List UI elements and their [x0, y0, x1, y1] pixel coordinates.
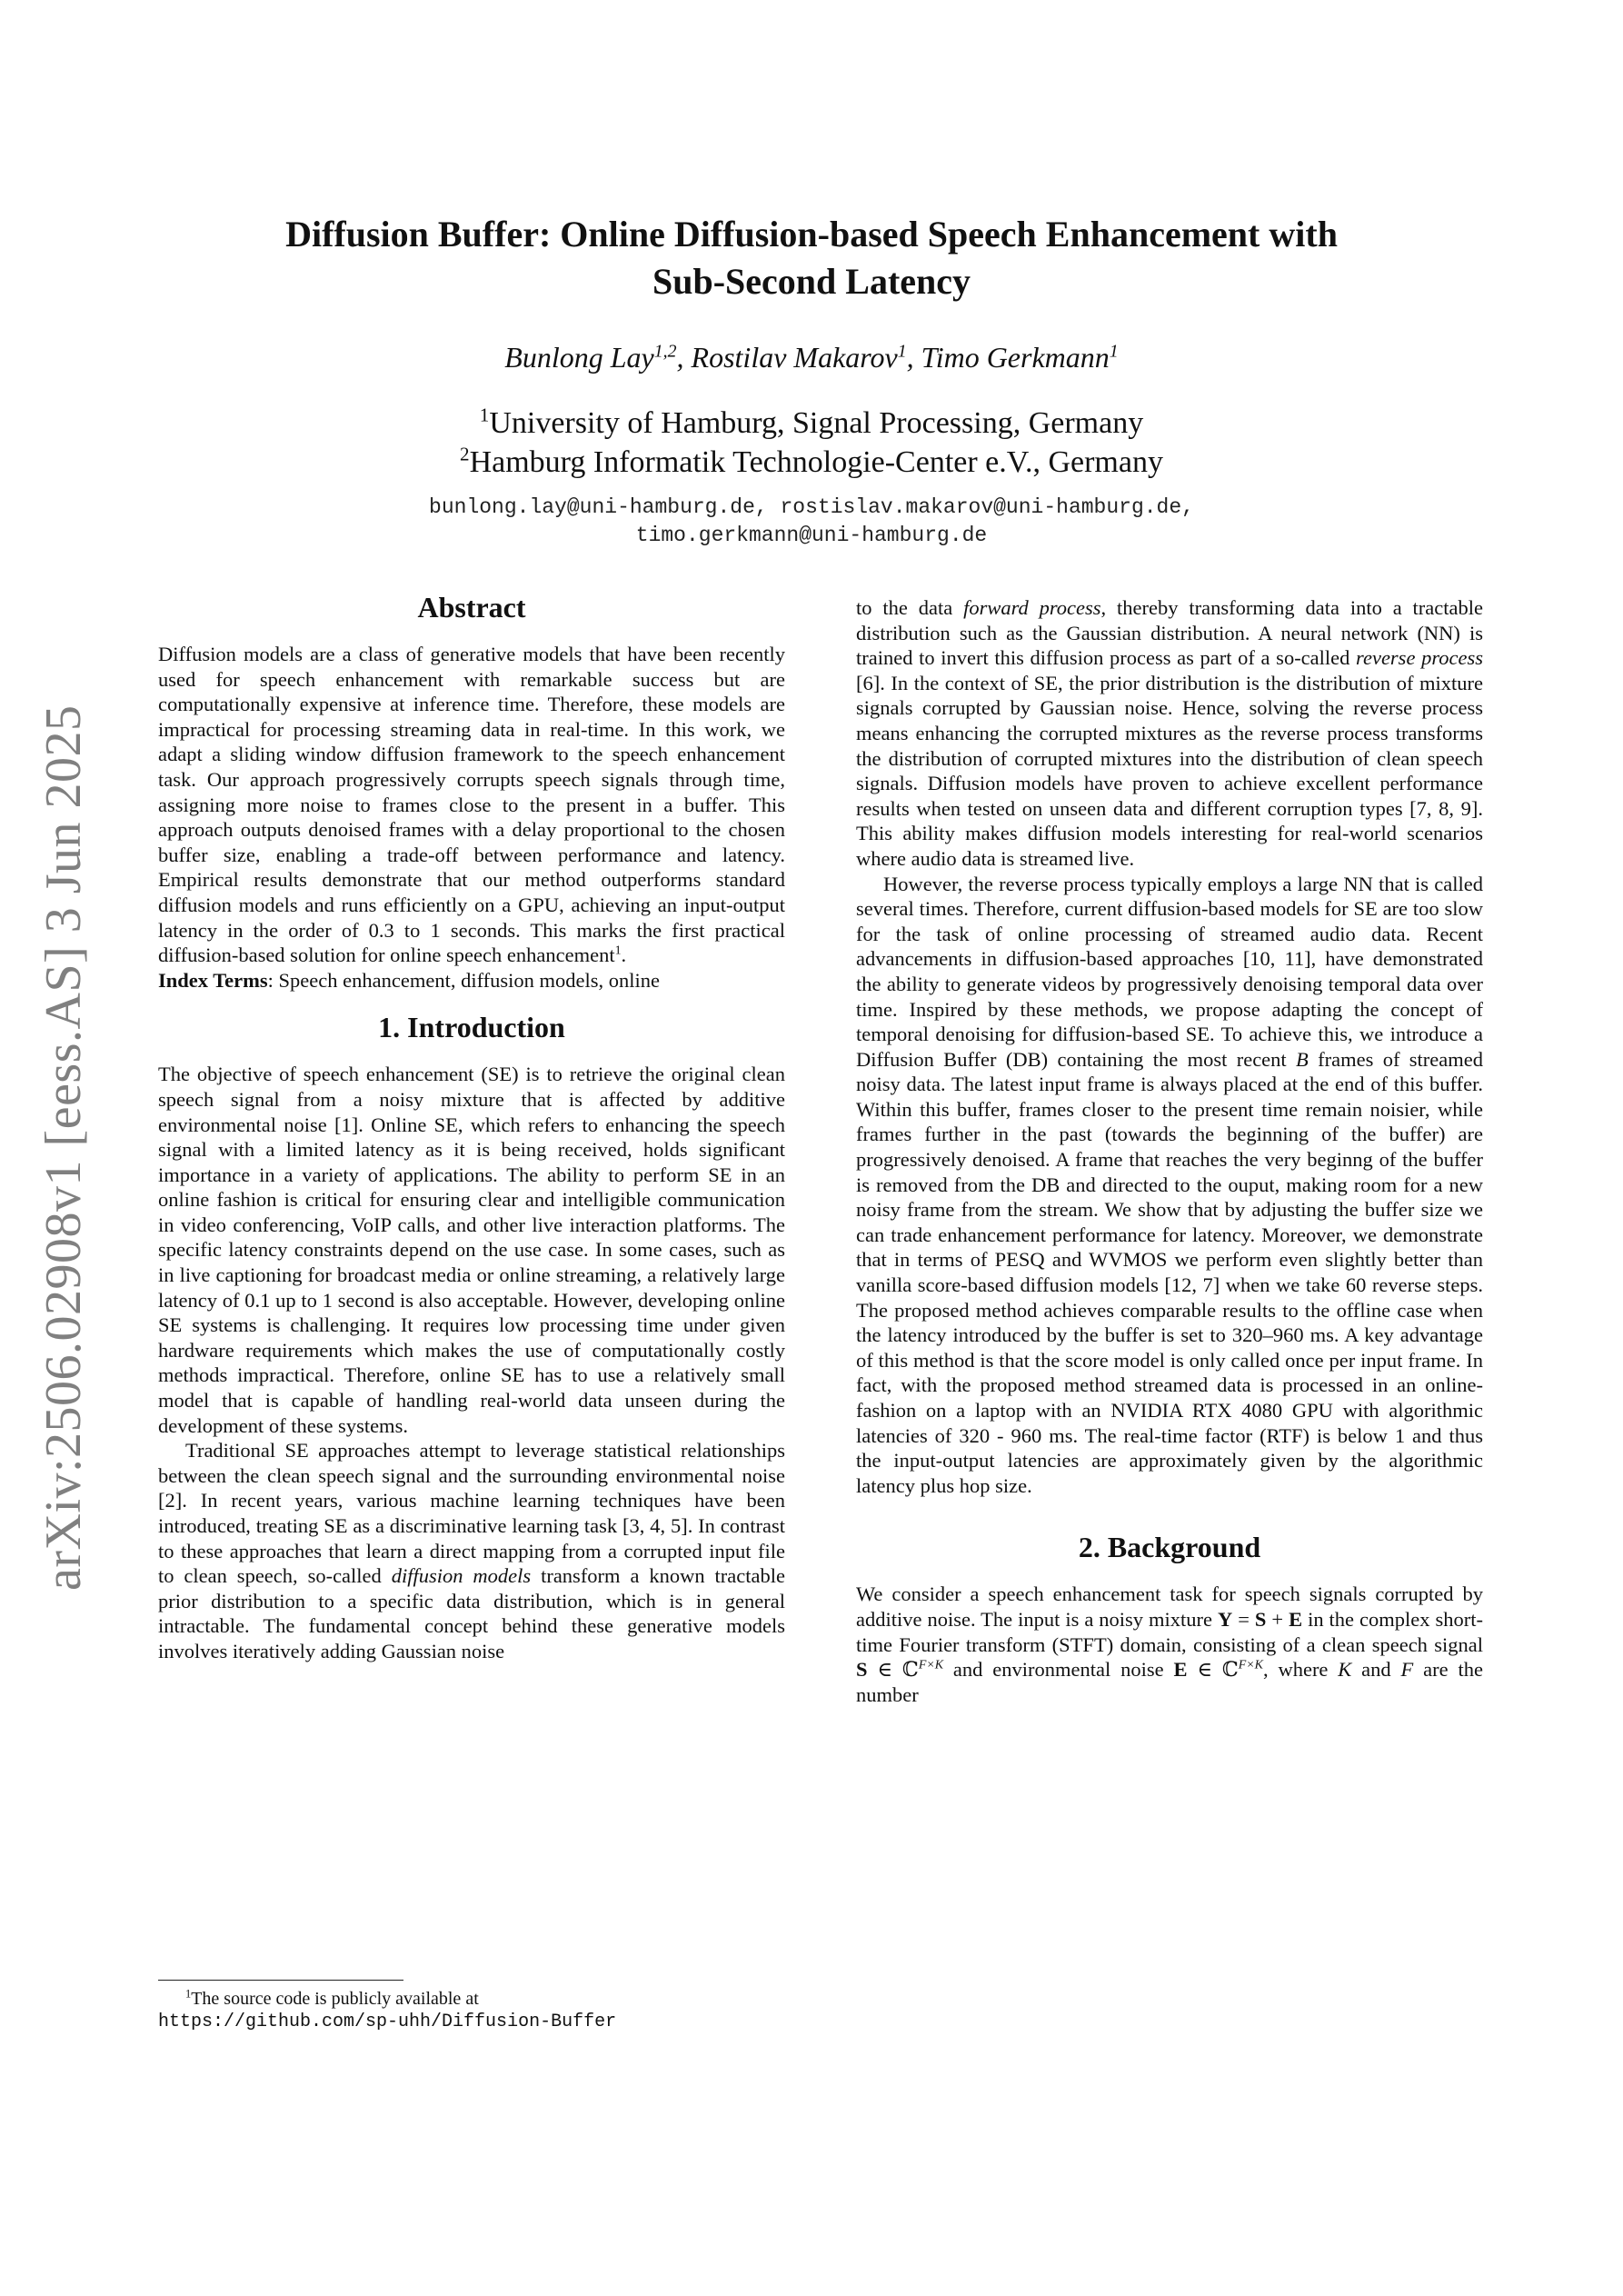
- index-terms-label: Index Terms: [158, 968, 268, 992]
- author-1-sup: 1,2: [653, 341, 677, 362]
- email-block: [159, 494, 1464, 550]
- title-line-2: Sub-Second Latency: [652, 261, 971, 302]
- footnote-rule: [158, 1980, 403, 1981]
- footnote: [158, 1987, 794, 2034]
- right-p2-b: frames of streamed noisy data. The latest input frame is always placed at the end of this buffer. Within this buffer, frames closer to the present time remain noisier, while frames further in the past (towards the beginning of the buffer) are progressively denoised. A frame that reaches the very beginng of the buffer is removed from the DB and directed to the ouput, making room for a new noisy frame from the stream. We show that by adjusting the buffer size we can trade enhancement performance for latency. Moreover, we demonstrate that in terms of PESQ and WVMOS we perform even slightly better than vanilla score-based diffusion models [12, 7] when we take 60 reverse steps. The proposed method achieves comparable results to the offline case when the latency introduced by the buffer is set to 320–960 ms. A key advantage of this method is that the score model is only called once per input frame. In fact, with the proposed method streamed data is processed in an online-fashion on a laptop with an NVIDIA RTX 4080 GPU with algorithmic latencies of 320 - 960 ms. The real-time factor (RTF) is below 1 and thus the input-output latencies are approximately given by the algorithmic latency plus hop size.: [856, 1047, 1484, 1497]
- bg-Y: Y: [1218, 1607, 1233, 1631]
- author-3-sup: 1: [1109, 341, 1119, 362]
- footnote-url[interactable]: https://github.com/sp-uhh/Diffusion-Buffer: [158, 2011, 617, 2032]
- intro-p2-emphasis: diffusion models: [391, 1564, 532, 1588]
- left-column: [158, 589, 785, 1664]
- right-p1-em2: reverse process: [1356, 646, 1483, 670]
- right-p2-var: B: [1296, 1047, 1309, 1071]
- right-paragraph-2: [856, 872, 1483, 1499]
- bg-dims2: F×K: [1238, 1658, 1263, 1672]
- background-heading: 2. Background: [1078, 1531, 1261, 1564]
- background-paragraph: [856, 1582, 1483, 1707]
- bg-plus: +: [1266, 1607, 1289, 1631]
- bg-t6: are the number: [856, 1658, 1483, 1706]
- affiliation-1: [159, 406, 1464, 441]
- intro-paragraph-2: [158, 1438, 785, 1663]
- right-p1-a: to the data: [856, 596, 964, 619]
- bg-K: K: [1338, 1658, 1352, 1682]
- bg-S: S: [1254, 1607, 1267, 1631]
- right-p2-a: However, the reverse process typically employs a large NN that is called several times. Therefore, current diffusion-based models for SE are too slow for the task of online processing of streamed audio data. Recent advancements in diffusion-based approaches [10, 11], have demonstrated the ability to generate videos by progressively denoising temporal data over time. Inspired by these methods, we propose adapting the concept of temporal denoising for diffusion-based SE. To achieve this, we introduce a Diffusion Buffer (DB) containing the most recent: [856, 872, 1483, 1071]
- abstract-body: Diffusion models are a class of generative models that have been recently used for speech enhancement with remarkable success but are computationally expensive at inference time. Therefore, these models are impractical for processing streaming data in real-time. In this work, we adapt a sliding window diffusion framework to the speech enhancement task. Our approach progressively corrupts speech signals through time, assigning more noise to frames close to the present in a buffer. This approach outputs denoised frames with a delay proportional to the chosen buffer size, enabling a trade-off between performance and latency. Empirical results demonstrate that our method outperforms standard diffusion models and runs efficiently on a GPU, achieving an input-output latency in the order of 0.3 to 1 seconds. This marks the first practical diffusion-based solution for online speech enhancement: [158, 643, 785, 967]
- right-p1-em1: forward process: [963, 596, 1101, 619]
- footnote-text: The source code is publicly available at: [191, 1989, 479, 2009]
- index-terms: [158, 968, 785, 993]
- intro-paragraph-1: The objective of speech enhancement (SE) is to retrieve the original clean speech signal from a noisy mixture that is affected by additive environmental noise [1]. Online SE, which refers to enhancing the speech signal with a limited latency as it is being received, holds significant importance in a variety of applications. The ability to perform SE in an online fashion is critical for ensuring clear and intelligible communication in video conferencing, VoIP calls, and other live interaction platforms. The specific latency constraints depend on the use case. In some cases, such as in live captioning for broadcast media or online streaming, a relatively large latency of 0.1 up to 1 second is also acceptable. However, developing online SE systems is challenging. It requires low processing time under given hardware requirements which makes the use of computationally costly methods impractical. Therefore, online SE has to use a relatively small model that is capable of handling real-world data unseen during the development of these systems.: [158, 1063, 785, 1437]
- introduction-heading: 1. Introduction: [378, 1011, 565, 1044]
- affiliation-1-sup: 1: [479, 404, 490, 426]
- right-paragraph-1: [856, 595, 1483, 872]
- bg-t5: and: [1351, 1658, 1401, 1682]
- bg-F: F: [1400, 1658, 1414, 1682]
- affiliation-2-sup: 2: [460, 443, 470, 465]
- paper-title: [159, 211, 1464, 305]
- author-2-sup: 1: [897, 341, 907, 362]
- arxiv-identifier: arXiv:2506.02908v1 [eess.AS] 3 Jun 2025: [35, 704, 92, 1591]
- abstract-text: [158, 642, 785, 968]
- bg-t4: , where: [1262, 1658, 1339, 1682]
- bg-t1: We consider a speech enhancement task for speech signals corrupted by additive noise. The input is a noisy mixture: [856, 1582, 1483, 1631]
- intro-p2-part-a: Traditional SE approaches attempt to leverage statistical relationships between the clean speech signal and the surrounding environmental noise [2]. In recent years, various machine learning techniques have been introduced, treating SE as a discriminative learning task [3, 4, 5]. In contrast to these approaches that learn a direct mapping from a corrupted input file to clean speech, so-called: [158, 1439, 785, 1588]
- affiliation-1-text: University of Hamburg, Signal Processing, Germany: [489, 406, 1144, 440]
- author-3: Timo Gerkmann: [921, 341, 1110, 374]
- affiliation-2: [159, 445, 1464, 480]
- right-p1-c: [6]. In the context of SE, the prior distribution is the distribution of mixture signals corrupted by Gaussian noise. Hence, solving the reverse process means enhancing the corrupted mixtures as the reverse process transforms the distribution of corrupted mixtures into the distribution of clean speech signals. Diffusion models have proven to achieve excellent performance results when tested on unseen data and different corruption types [7, 8, 9]. This ability makes diffusion models interesting for real-world scenarios where audio data is streamed live.: [856, 671, 1483, 870]
- title-line-1: Diffusion Buffer: Online Diffusion-based Speech Enhancement with: [285, 214, 1338, 255]
- bg-dims: F×K: [918, 1658, 944, 1672]
- bg-t3: and environmental noise: [943, 1658, 1174, 1682]
- abstract-heading: Abstract: [417, 591, 526, 624]
- author-list: Bunlong Lay$^{1,2}$, Rostilav Makarov$^1$, Timo Gerkmann$^1$: [504, 341, 1119, 374]
- bg-S2: S: [856, 1658, 868, 1682]
- right-column: [856, 595, 1483, 1707]
- bg-in2: ∈ ℂ: [1187, 1658, 1239, 1682]
- author-1: Bunlong Lay: [504, 341, 654, 374]
- abstract-end: .: [621, 943, 627, 967]
- email-line-2: timo.gerkmann@uni-hamburg.de: [635, 524, 988, 547]
- bg-E: E: [1289, 1607, 1303, 1631]
- email-line-1: bunlong.lay@uni-hamburg.de, rostislav.makarov@uni-hamburg.de,: [429, 495, 1194, 519]
- bg-in1: ∈ ℂ: [867, 1658, 919, 1682]
- bg-E2: E: [1173, 1658, 1188, 1682]
- affiliation-2-text: Hamburg Informatik Technologie-Center e.V., Germany: [469, 445, 1163, 479]
- right-p1-b: , thereby transforming data into a tractable distribution such as the Gaussian distribution. A neural network (NN) is trained to invert this diffusion process as part of a so-called: [856, 596, 1483, 670]
- bg-eq: =: [1232, 1607, 1255, 1631]
- index-terms-text: : Speech enhancement, diffusion models, online: [267, 968, 661, 992]
- footnote-marker: 1: [614, 943, 622, 958]
- footnote-mark: 1: [185, 1987, 192, 2001]
- footnote-text-line: [158, 1987, 794, 2011]
- intro-p2-part-b: transform a known tractable prior distribution to a specific data distribution, which is in general intractable. The fundamental concept behind these generative models involves iteratively adding Gaussian noise: [158, 1564, 786, 1662]
- bg-t2: in the complex short-time Fourier transform (STFT) domain, consisting of a clean speech signal: [856, 1607, 1483, 1656]
- author-2: Rostilav Makarov: [691, 341, 898, 374]
